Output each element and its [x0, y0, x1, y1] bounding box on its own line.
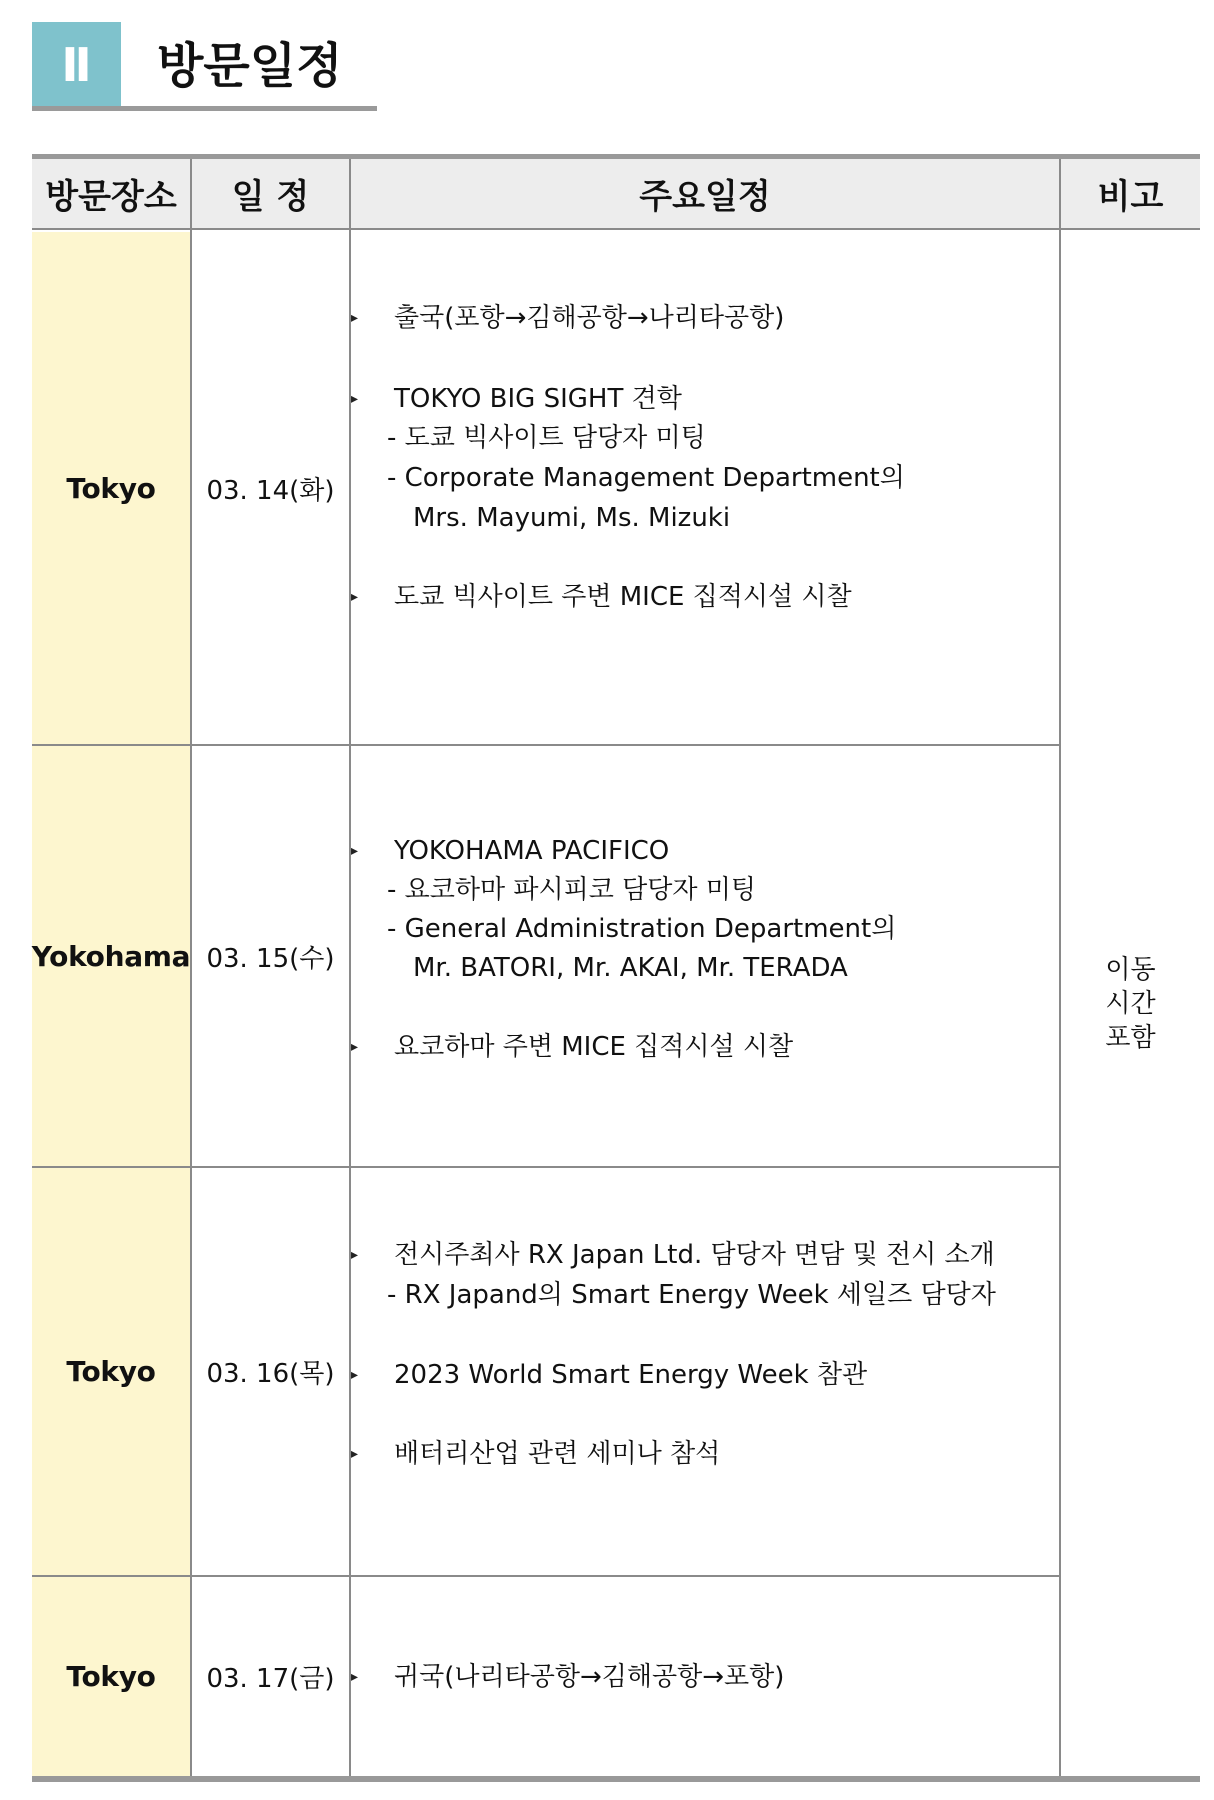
table-bottom-border: [32, 1776, 1200, 1782]
note-line-2: 시간: [1105, 989, 1156, 1019]
row-4-date: 03. 17(금): [206, 1664, 335, 1694]
row-1-details: [351, 232, 1059, 744]
row-2-subitem-2-text: - General Administration Department의: [387, 914, 897, 944]
row-2-subitem-1-text: - 요코하마 파시피코 담당자 미팅: [387, 875, 756, 905]
row-4-item-1-text: 귀국(나리타공항→김해공항→포항): [394, 1662, 785, 1692]
bullet-icon: ▸: [351, 1247, 359, 1263]
bullet-icon: ▸: [351, 310, 359, 326]
row-2-place: Yokohama: [32, 746, 190, 1166]
row-4-place: Tokyo: [32, 1577, 190, 1776]
bullet-icon: ▸: [351, 1039, 359, 1055]
column-divider: [190, 159, 192, 1776]
bullet-icon: ▸: [351, 1446, 359, 1462]
section-header: [32, 22, 377, 112]
row-1-subitem-2-cont-text: Mrs. Mayumi, Ms. Mizuki: [413, 503, 731, 533]
row-3-place: Tokyo: [32, 1168, 190, 1575]
column-divider: [1059, 159, 1061, 1776]
row-1-item-2-text: TOKYO BIG SIGHT 견학: [394, 384, 682, 414]
bullet-icon: ▸: [351, 589, 359, 605]
section-underline: [32, 106, 377, 111]
row-1-subitem-2-text: - Corporate Management Department의: [387, 463, 905, 493]
note-line-1: 이동: [1105, 955, 1156, 985]
header-note: 비고: [1061, 159, 1200, 230]
row-1-item-3-text: 도쿄 빅사이트 주변 MICE 집적시설 시찰: [394, 582, 852, 612]
row-3-item-2-text: 2023 World Smart Energy Week 참관: [394, 1360, 868, 1390]
row-3-details: [351, 1168, 1059, 1575]
bullet-icon: ▸: [351, 391, 359, 407]
row-1-date: 03. 14(화): [206, 475, 335, 506]
row-3-subitem-1-text: - RX Japand의 Smart Energy Week 세일즈 담당자: [387, 1280, 996, 1310]
row-2-subitem-2-cont-text: Mr. BATORI, Mr. AKAI, Mr. TERADA: [413, 953, 848, 983]
row-1-place: Tokyo: [32, 232, 190, 744]
row-1-item-1-text: 출국(포항→김해공항→나리타공항): [394, 303, 785, 333]
row-4-details: [351, 1577, 1059, 1776]
section-number-badge: Ⅱ: [32, 22, 121, 107]
bullet-icon: ▸: [351, 1669, 359, 1685]
header-date: 일 정: [192, 159, 349, 230]
bullet-icon: ▸: [351, 1367, 359, 1383]
row-3-item-1-text: 전시주최사 RX Japan Ltd. 담당자 면담 및 전시 소개: [394, 1240, 995, 1270]
row-1-subitem-1-text: - 도쿄 빅사이트 담당자 미팅: [387, 423, 706, 453]
bullet-icon: ▸: [351, 843, 359, 859]
row-2-date: 03. 15(수): [206, 943, 335, 974]
header-place: 방문장소: [32, 159, 190, 230]
row-3-item-3-text: 배터리산업 관련 세미나 참석: [394, 1439, 721, 1469]
row-3-date: 03. 16(목): [206, 1359, 335, 1389]
row-2-details: [351, 746, 1059, 1166]
section-title: 방문일정: [157, 38, 343, 94]
note-cell: [1061, 232, 1200, 1776]
row-2-item-2-text: 요코하마 주변 MICE 집적시설 시찰: [394, 1032, 794, 1062]
column-divider: [349, 159, 351, 1776]
schedule-table: [32, 154, 1200, 1782]
header-main-schedule: 주요일정: [351, 159, 1059, 230]
note-line-3: 포함: [1105, 1023, 1156, 1053]
row-2-item-1-text: YOKOHAMA PACIFICO: [394, 836, 670, 866]
